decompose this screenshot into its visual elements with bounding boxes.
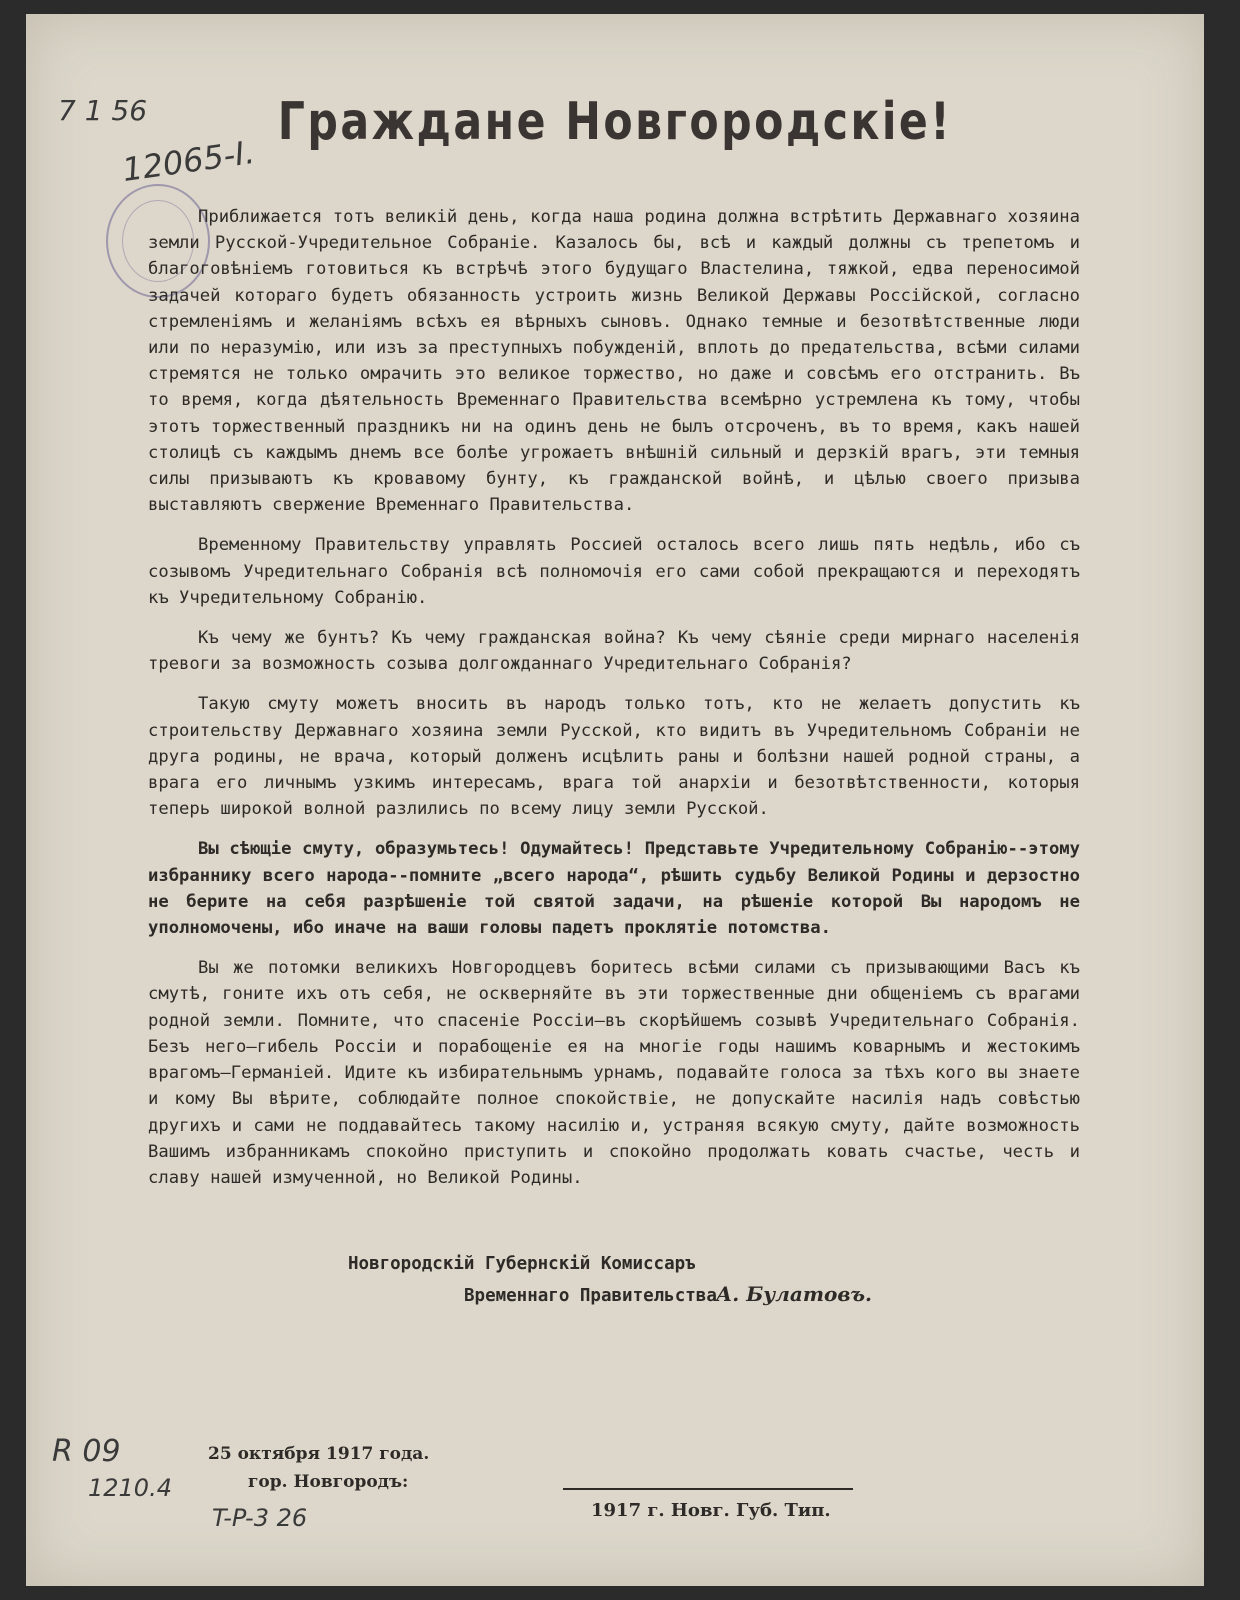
paragraph-1: Приближается тотъ великій день, когда наша родина должна встрѣтить Державнаго хозяина земли Русской-Учредительное Собраніе. Казалось бы, всѣ и каждый должны съ трепетомъ и благоговѣніемъ готовиться къ встрѣчѣ этого будущаго Властелина, тяжкой, едва переносимой задачей котораго будетъ обязанность устроить жизнь Великой Державы Россійской, согласно стремленіямъ и желаніямъ всѣхъ ея вѣрныхъ сыновъ. Однако темные и безотвѣтственные люди или по неразумію, или изъ за преступныхъ побужденій, вплоть до предательства, всѣми силами стремятся не только омрачить это великое торжество, но даже и совсѣмъ его отстранить. Въ то время, когда дѣятельность Временнаго Правительства всемѣрно устремлена къ тому, чтобы этотъ торжественный праздникъ ни на одинъ день не былъ отсроченъ, въ то время, какъ нашей столицѣ съ каждымъ днемъ все болѣе угрожаетъ внѣшній сильный и дерзкій врагъ, эти темныя силы призываютъ къ кровавому бунту, къ гражданской войнѣ, и цѣлью своего призыва выставляютъ свержение Временнаго Правительства. <box>148 207 1080 516</box>
place-line: гор. Новгородъ: <box>248 1472 409 1492</box>
paragraph-5: Вы сѣющіе смуту, образумьтесь! Одумайтесь! Представьте Учредительному Собранію--этому избраннику всего народа--помните „всего народа“, рѣшить судьбу Великой Родины и дерзостно не берите на себя разрѣшеніе той святой задачи, на рѣшеніе которой Вы народомъ не уполномочены, ибо иначе на ваши головы падетъ проклятіе потомства. <box>148 839 1080 939</box>
footer-divider <box>563 1488 853 1490</box>
handwritten-note-bottom-2: 1210.4 <box>88 1474 172 1502</box>
handwritten-note-top-1: 7 1 56 <box>58 94 148 127</box>
signature-line-1: Новгородскій Губернскій Комиссаръ <box>348 1254 696 1274</box>
paragraph-6: Вы же потомки великихъ Новгородцевъ боритесь всѣми силами съ призывающими Васъ къ смутѣ, гоните ихъ отъ себя, не оскверняйте въ эти торжественные дни общеніемъ съ врагами родной земли. Помните, что спасеніе Россіи—въ скорѣйшемъ созывѣ Учредительнаго Собранія. Безъ него—гибель Россіи и порабощеніе ея на многіе годы нашимъ коварнымъ и жестокимъ врагомъ—Германіей. Идите къ избирательнымъ урнамъ, подавайте голоса за тѣхъ кого вы знаете и кому Вы вѣрите, соблюдайте полное спокойствіе, не допускайте насилія надъ совѣстью другихъ и сами не поддавайтесь такому насилію и, устраняя всякую смуту, дайте возможность Вашимъ избранникамъ спокойно приступить и спокойно продолжать ковать счастье, честь и славу нашей измученной, но Великой Родины. <box>148 958 1080 1188</box>
handwritten-note-top-2: 12065-I. <box>120 132 257 190</box>
paragraph-2: Временному Правительству управлять Россией осталось всего лишь пять недѣль, ибо съ созывомъ Учредительнаго Собранія всѣ полномочія его сами собой прекращаются и переходятъ къ Учредительному Собранію. <box>148 535 1080 608</box>
document-body <box>148 204 1080 1205</box>
date-line: 25 октября 1917 года. <box>208 1444 430 1464</box>
signature-line-2: Временнаго Правительства <box>464 1286 717 1306</box>
handwritten-note-bottom-3: T-P-3 26 <box>212 1504 308 1532</box>
document-title: Граждане Новгородскіе! <box>277 92 953 152</box>
handwritten-note-bottom-1: R 09 <box>52 1434 121 1469</box>
paragraph-4: Такую смуту можетъ вносить въ народъ только тотъ, кто не желаетъ допустить къ строительству Державнаго хозяина земли Русской, кто видитъ въ Учредительномъ Собраніи не друга родины, не врача, который долженъ исцѣлить раны и болѣзни нашей родной страны, а врага его личнымъ узкимъ интересамъ, врага той анархіи и безотвѣтственности, которыя теперь широкой волной разлились по всему лицу земли Русской. <box>148 694 1080 820</box>
signature-name: А. Булатовъ. <box>716 1282 873 1306</box>
document-sheet <box>26 14 1204 1586</box>
paragraph-3: Къ чему же бунтъ? Къ чему гражданская война? Къ чему сѣяніе среди мирнаго населенія тревоги за возможность созыва долгожданнаго Учредительнаго Собранія? <box>148 628 1080 675</box>
printer-imprint: 1917 г. Новг. Губ. Тип. <box>591 1500 831 1521</box>
